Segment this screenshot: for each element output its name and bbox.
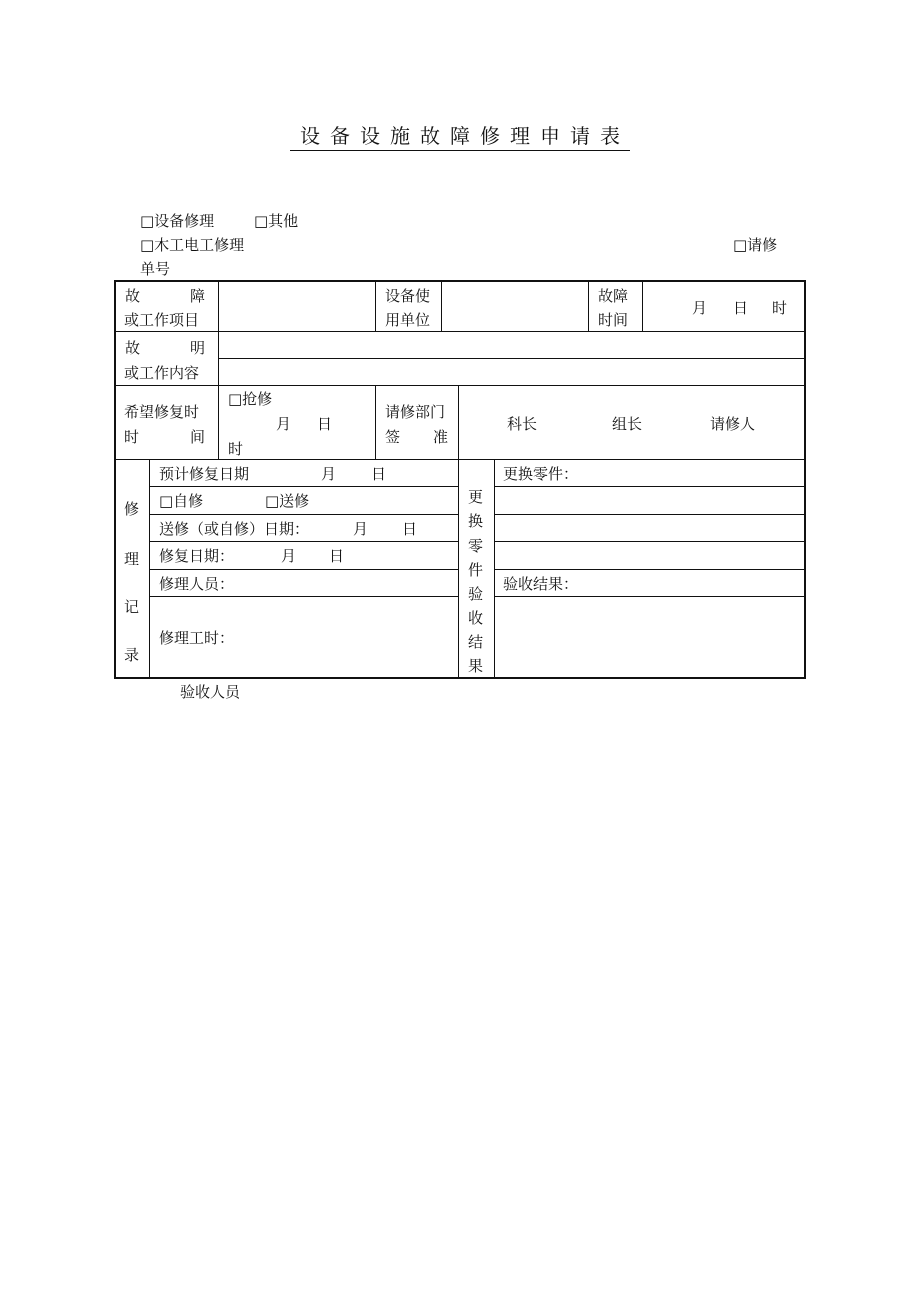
other-checkbox[interactable]: □其他 [254, 212, 299, 230]
desired-time-label-a: 时 [124, 428, 140, 446]
parts-char: 收 [468, 609, 484, 627]
send-month: 月 [353, 520, 369, 538]
description-label: 或工作内容 [124, 364, 200, 382]
record-char: 录 [124, 646, 140, 664]
desired-time-label-b: 间 [190, 428, 206, 446]
fault-item-label-a: 故 [125, 287, 141, 305]
send-date-label: 送修（或自修）日期： [159, 520, 310, 538]
carpentry-electrical-checkbox[interactable]: □木工电工修理 [140, 236, 245, 254]
fault-time-month: 月 [692, 299, 708, 317]
repair-hours-label: 修理工时： [159, 629, 235, 647]
parts-char: 换 [468, 512, 484, 530]
fault-time-hour: 时 [772, 299, 788, 317]
dept-approval-label-a: 签 [385, 428, 401, 446]
send-day: 日 [402, 520, 418, 538]
parts-replaced-label: 更换零件： [503, 465, 579, 483]
estimated-day: 日 [371, 465, 387, 483]
send-repair-checkbox[interactable]: □送修 [265, 492, 310, 510]
repair-day: 日 [329, 547, 345, 565]
repair-date-label: 修复日期： [159, 547, 235, 565]
repair-staff-label: 修理人员： [159, 575, 235, 593]
parts-char: 更 [468, 488, 484, 506]
parts-char: 件 [468, 561, 484, 579]
repair-month: 月 [281, 547, 297, 565]
page-title: 设备设施故障修理申请表 [0, 124, 920, 148]
requester-label: 请修人 [710, 415, 756, 433]
acceptance-result-label: 验收结果： [503, 575, 579, 593]
parts-char: 结 [468, 633, 484, 651]
group-leader-label: 组长 [612, 415, 643, 433]
request-number-label: □请修 [733, 236, 778, 254]
user-unit-label: 设备使 [385, 287, 431, 305]
estimated-month: 月 [321, 465, 337, 483]
record-char: 理 [124, 550, 140, 568]
description-label-b: 明 [190, 339, 206, 357]
acceptance-staff-label: 验收人员 [180, 683, 241, 701]
desired-hour: 时 [228, 440, 244, 458]
fault-time-label: 故障 [598, 287, 629, 305]
fault-item-label: 或工作项目 [124, 311, 200, 329]
fault-time-label-2: 时间 [598, 311, 629, 329]
parts-char: 验 [468, 585, 484, 603]
request-number-label-suffix: 单号 [140, 260, 171, 278]
section-chief-label: 科长 [507, 415, 538, 433]
dept-approval-label-b: 准 [433, 428, 449, 446]
desired-month: 月 [276, 415, 292, 433]
parts-char: 果 [468, 657, 484, 675]
parts-char: 零 [468, 537, 484, 555]
urgent-repair-checkbox[interactable]: □抢修 [228, 390, 273, 408]
record-char: 修 [124, 500, 140, 518]
dept-approval-label: 请修部门 [385, 403, 446, 421]
estimated-date-label: 预计修复日期 [159, 465, 250, 483]
self-repair-checkbox[interactable]: □自修 [159, 492, 204, 510]
record-char: 记 [124, 598, 140, 616]
fault-time-day: 日 [733, 299, 749, 317]
user-unit-label-2: 用单位 [385, 311, 431, 329]
equipment-repair-checkbox[interactable]: □设备修理 [140, 212, 215, 230]
desired-time-label: 希望修复时 [124, 403, 200, 421]
desired-day: 日 [317, 415, 333, 433]
fault-item-label-b: 障 [190, 287, 206, 305]
description-label-a: 故 [125, 339, 141, 357]
